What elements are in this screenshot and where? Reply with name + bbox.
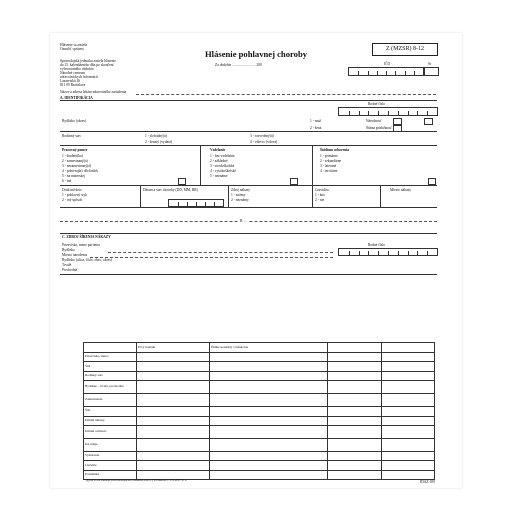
c-field-6: Prechodné xyxy=(62,268,78,272)
table-row xyxy=(84,343,435,353)
c-field-5: Trvalé xyxy=(62,263,72,267)
ico-label: IČO xyxy=(384,62,391,66)
stage-option-1: 1 - primárne xyxy=(320,154,338,158)
diagnosis-label: Dátum a stav choroby (DD, MM, RR) xyxy=(143,188,198,192)
report-form-sheet xyxy=(50,33,462,488)
header-note-1: Hlásenie sa zasiela xyxy=(60,43,88,47)
table-cell[interactable] xyxy=(137,371,210,380)
table-cell[interactable] xyxy=(381,371,435,380)
table-row xyxy=(84,461,435,470)
gravidity-label: Gravidita xyxy=(315,188,329,192)
education-label: Vzdelanie xyxy=(210,148,226,152)
table-cell[interactable] xyxy=(328,381,382,394)
education-box[interactable] xyxy=(290,178,298,185)
table-cell[interactable] xyxy=(210,425,328,438)
sender-line-1: Spravodajská jednotka zasiela hlásenie xyxy=(60,59,116,63)
digit-separator xyxy=(349,251,350,255)
digit-separator xyxy=(388,251,389,255)
row-label: Liečenie xyxy=(84,461,137,470)
infection-option-1: 1 - pohlavný styk xyxy=(62,193,88,197)
table-cell[interactable] xyxy=(328,394,382,407)
reporter-label: Názov a adresa lekára-zdravotného zariadenia xyxy=(60,90,127,94)
sender-line-7: 811 09 Bratislava xyxy=(60,83,86,87)
table-row xyxy=(84,425,435,438)
table-row xyxy=(84,362,435,371)
education-option-2: 2 - základné xyxy=(210,159,228,163)
digit-separator xyxy=(368,111,369,115)
divider xyxy=(140,185,141,207)
table-cell[interactable] xyxy=(137,381,210,394)
row-label: Dátum nákazy xyxy=(84,416,137,425)
digit-separator xyxy=(187,202,188,206)
stage-option-3: 3 - latentné xyxy=(320,164,337,168)
table-cell[interactable] xyxy=(210,461,328,470)
row-label: Dátum a miesto xyxy=(84,425,137,438)
marital-label: Rodinný stav xyxy=(62,134,82,138)
table-cell[interactable] xyxy=(210,407,328,416)
gravidity-option-2: 2 - nie xyxy=(315,198,325,202)
row-label: Priezvisko, meno xyxy=(84,353,137,362)
sender-line-2: do 15. kalendárneho dňa po skončení xyxy=(60,63,114,67)
digit-separator xyxy=(178,202,179,206)
table-cell[interactable] xyxy=(381,416,435,425)
digit-separator xyxy=(377,71,378,75)
employment-label: Pracovný pomer xyxy=(62,148,88,152)
digit-separator xyxy=(368,71,369,75)
reporter-line[interactable] xyxy=(136,94,436,95)
marital-option-4: 4 - vdovec (vdova) xyxy=(250,140,278,144)
table-cell[interactable] xyxy=(328,438,382,451)
c-name-line[interactable] xyxy=(108,252,333,253)
table-cell[interactable] xyxy=(328,470,382,479)
table-cell[interactable] xyxy=(210,394,328,407)
digit-separator xyxy=(205,202,206,206)
education-option-4: 4 - vysokoškolské xyxy=(210,169,236,173)
table-cell xyxy=(84,343,137,353)
table-cell[interactable] xyxy=(210,451,328,460)
table-cell[interactable] xyxy=(381,407,435,416)
divider xyxy=(228,185,229,207)
section-a-title: A. IDENTIFIKÁCIA xyxy=(60,96,93,100)
sex-option-1: 1 - muž xyxy=(310,119,321,123)
divider xyxy=(60,145,437,146)
table-cell xyxy=(328,343,382,353)
digit-separator xyxy=(408,251,409,255)
employment-option-3: 3 - nezamestnaný(á) xyxy=(62,164,92,168)
employment-option-5: 5 - na materskej xyxy=(62,174,86,178)
source-label: Zdroj nákazy xyxy=(231,188,251,192)
form-code: Z (MZSR) 8-12 xyxy=(372,43,438,56)
table-cell[interactable] xyxy=(137,353,210,362)
row-label: Poznámka xyxy=(84,470,137,479)
section-b-title: B. ... xyxy=(240,219,247,223)
table-cell[interactable] xyxy=(381,461,435,470)
nationality-label: Národnosť xyxy=(366,119,382,123)
table-cell[interactable] xyxy=(210,381,328,394)
table-cell[interactable] xyxy=(328,371,382,380)
stage-label: Štádium ochorenia xyxy=(320,148,349,152)
table-row xyxy=(84,416,435,425)
digit-separator xyxy=(408,111,409,115)
digit-separator xyxy=(417,111,418,115)
c-field-2: Bydlisko xyxy=(62,248,75,252)
table-cell[interactable] xyxy=(381,451,435,460)
birth-number-box[interactable] xyxy=(338,107,438,116)
table-row xyxy=(84,438,435,451)
sender-line-4: Národné centrum xyxy=(60,71,86,75)
education-option-3: 3 - stredoškolské xyxy=(210,164,235,168)
contacts-table xyxy=(83,342,435,480)
digit-separator xyxy=(405,71,406,75)
table-cell[interactable] xyxy=(328,353,382,362)
employment-option-4: 4 - pobierajúci dôchodok xyxy=(62,169,99,173)
digit-separator xyxy=(359,251,360,255)
c-field-4: Bydlisko (ulica, číslo, obec, okres) xyxy=(62,258,113,262)
table-row xyxy=(84,394,435,407)
digit-separator xyxy=(196,202,197,206)
digit-separator xyxy=(378,251,379,255)
table-header-cell: Prvý kontakt xyxy=(137,343,210,353)
table-cell[interactable] xyxy=(328,362,382,371)
table-cell[interactable] xyxy=(137,416,210,425)
digit-separator xyxy=(417,251,418,255)
table-cell[interactable] xyxy=(210,371,328,380)
row-label: Bydlisko - trvalé, prechodné xyxy=(84,381,137,394)
marital-option-2: 2 - ženatý (vydatá) xyxy=(145,140,173,144)
sr-input-box[interactable] xyxy=(424,67,439,76)
marital-option-1: 1 - slobodný(á) xyxy=(145,134,167,138)
sex-box[interactable] xyxy=(424,118,433,125)
c-residence-line[interactable] xyxy=(90,257,333,258)
divider xyxy=(200,145,201,185)
birth-number-label: Rodné číslo xyxy=(368,102,386,106)
digit-separator xyxy=(214,202,215,206)
footer-note: * Vyplní sa na základe predchádzajúceho hlásenia podľa § 28 zákona č. 355/2007 Z. z. xyxy=(83,478,188,482)
table-cell[interactable] xyxy=(328,416,382,425)
table-cell[interactable] xyxy=(137,362,210,371)
table-row xyxy=(84,381,435,394)
table-cell[interactable] xyxy=(381,425,435,438)
table-cell[interactable] xyxy=(328,407,382,416)
infection-label: Druh infekcie xyxy=(62,188,82,192)
table-cell[interactable] xyxy=(137,425,210,438)
diagnosis-date-box[interactable] xyxy=(168,199,224,207)
digit-separator xyxy=(386,71,387,75)
table-cell[interactable] xyxy=(210,438,328,451)
table-cell[interactable] xyxy=(381,438,435,451)
source-option-1: 1 - známy xyxy=(231,193,246,197)
nationality-box[interactable] xyxy=(393,118,402,125)
digit-separator xyxy=(388,111,389,115)
footer-mark: IDAZ 109 xyxy=(420,480,435,484)
table-cell[interactable] xyxy=(381,394,435,407)
table-row xyxy=(84,353,435,362)
divider xyxy=(312,185,313,207)
digit-separator xyxy=(398,251,399,255)
table-cell[interactable] xyxy=(137,394,210,407)
divider xyxy=(60,233,437,234)
table-row xyxy=(84,371,435,380)
section-c-title: C. ZDROJ ŠÍRENIA NÁKAZY xyxy=(62,235,111,239)
divider xyxy=(60,207,437,208)
marital-option-3: 3 - rozvedený(á) xyxy=(250,134,274,138)
table-header-cell: Ďalšie kontakty s infekciou xyxy=(210,343,328,353)
digit-separator xyxy=(395,71,396,75)
table-cell[interactable] xyxy=(381,470,435,479)
sr-label: Sr xyxy=(428,62,432,66)
digit-separator xyxy=(398,111,399,115)
table-cell[interactable] xyxy=(328,451,382,460)
row-label: Štát xyxy=(84,407,137,416)
table-cell[interactable] xyxy=(210,353,328,362)
table-cell[interactable] xyxy=(210,416,328,425)
table-cell[interactable] xyxy=(137,451,210,460)
table-cell[interactable] xyxy=(328,461,382,470)
digit-separator xyxy=(378,111,379,115)
row-label: Vek xyxy=(84,362,137,371)
divider xyxy=(60,100,437,101)
table-cell[interactable] xyxy=(381,362,435,371)
table-cell[interactable] xyxy=(137,461,210,470)
sender-line-5: zdravotníckych informácií xyxy=(60,75,99,79)
source-option-2: 2 - neznámy xyxy=(231,198,249,202)
employment-option-6: 6 - iné xyxy=(62,179,72,183)
digit-separator xyxy=(427,111,428,115)
stage-option-2: 2 - sekundárne xyxy=(320,159,342,163)
row-label: Zamestnanie xyxy=(84,394,137,407)
row-label: Iné údaje xyxy=(84,438,137,451)
c-field-1: Priezvisko, meno pacienta xyxy=(62,243,100,247)
stage-box[interactable] xyxy=(428,178,436,185)
stage-option-4: 4 - terciárne xyxy=(320,169,338,173)
education-option-5: 5 - neznáme xyxy=(210,174,228,178)
row-label: Vyšetrenie xyxy=(84,451,137,460)
digit-separator xyxy=(359,111,360,115)
table-cell[interactable] xyxy=(137,407,210,416)
ico-input-box[interactable] xyxy=(348,67,424,76)
extra-label: Miesto nákazy xyxy=(390,188,412,192)
employment-option-2: 2 - zamestnaný(a) xyxy=(62,159,88,163)
infection-option-2: 2 - iný spôsob xyxy=(62,198,83,202)
digit-separator xyxy=(349,111,350,115)
table-row xyxy=(84,451,435,460)
table-cell[interactable] xyxy=(381,353,435,362)
c-birth-number-box[interactable] xyxy=(338,248,438,256)
citizenship-label: Štátna príslušnosť xyxy=(366,126,392,130)
gravidity-option-1: 1 - áno xyxy=(315,193,325,197)
table-cell[interactable] xyxy=(328,425,382,438)
digit-separator xyxy=(427,251,428,255)
digit-separator xyxy=(358,71,359,75)
sender-line-6: Lazaretská 26 xyxy=(60,79,81,83)
digit-separator xyxy=(368,251,369,255)
period-line: Za obdobie .......................... 200 xyxy=(215,63,262,67)
divider xyxy=(312,145,313,185)
form-title: Hlásenie pohlavnej choroby xyxy=(205,49,308,59)
divider xyxy=(60,131,437,132)
row-label: Rodinný stav xyxy=(84,371,137,380)
table-cell[interactable] xyxy=(381,381,435,394)
header-note-2: Označiť správny xyxy=(60,47,84,51)
table-row xyxy=(84,407,435,416)
digit-separator xyxy=(414,71,415,75)
education-option-1: 1 - bez vzdelania xyxy=(210,154,235,158)
employment-box[interactable] xyxy=(178,178,186,185)
residence-label: Bydlisko (okres) xyxy=(62,119,87,123)
c-birth-number-label: Rodné číslo xyxy=(368,243,386,247)
divider xyxy=(380,185,381,207)
table-cell[interactable] xyxy=(210,470,328,479)
sex-option-2: 2 - žena xyxy=(310,126,322,130)
table-cell[interactable] xyxy=(210,362,328,371)
sender-line-3: vyšetrovaného obdobia xyxy=(60,67,94,71)
c-field-3: Miesto narodenia xyxy=(62,253,88,257)
table-cell[interactable] xyxy=(381,343,435,353)
employment-option-1: 1 - študent(ka) xyxy=(62,154,83,158)
divider xyxy=(60,274,437,275)
table-cell[interactable] xyxy=(137,438,210,451)
